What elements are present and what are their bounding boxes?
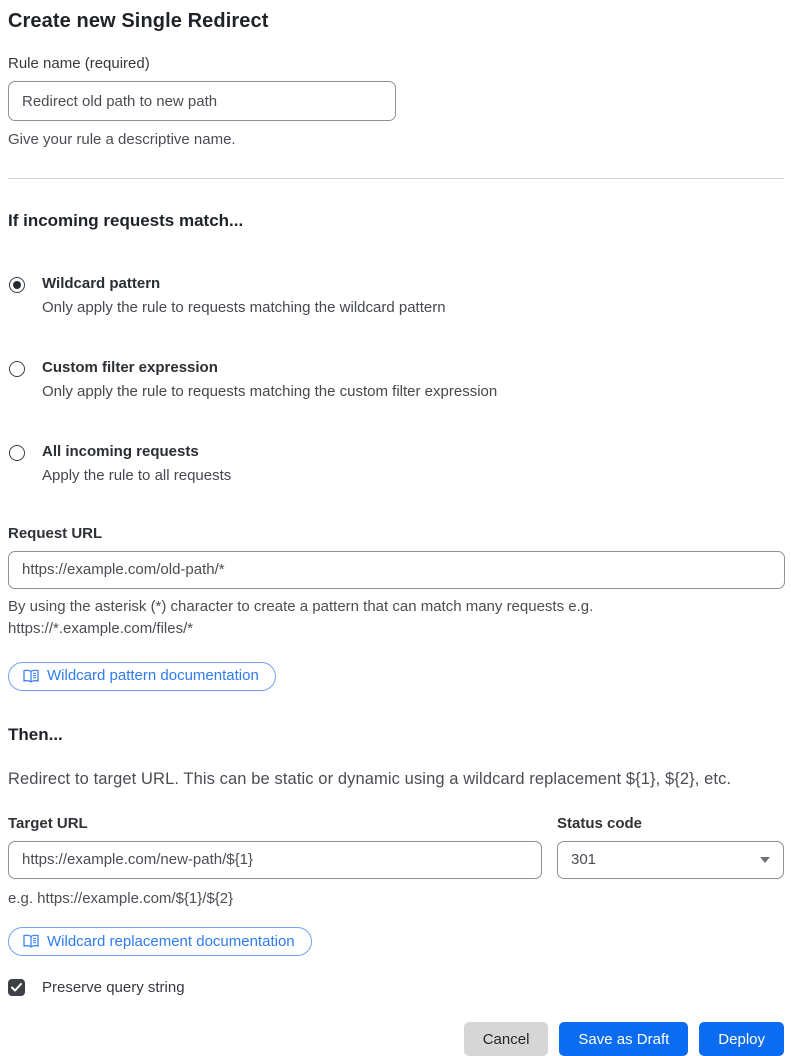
request-url-helper-line2: https://*.example.com/files/* bbox=[8, 620, 194, 637]
radio-description: Only apply the rule to requests matching the custom filter expression bbox=[42, 382, 498, 400]
wildcard-pattern-docs-button[interactable] bbox=[8, 662, 276, 691]
target-url-group bbox=[8, 815, 542, 879]
request-url-helper-line1: By using the asterisk (*) character to create a pattern that can match many requests e.g. bbox=[8, 597, 594, 615]
status-code-select[interactable] bbox=[557, 841, 784, 879]
radio-label: Wildcard pattern bbox=[42, 274, 161, 292]
radio-button-icon[interactable] bbox=[9, 361, 25, 377]
request-url-input[interactable] bbox=[8, 551, 785, 589]
radio-option-all-incoming-requests[interactable] bbox=[8, 443, 784, 485]
checkbox-checked-icon[interactable] bbox=[8, 979, 25, 996]
doc-button-label: Wildcard pattern documentation bbox=[47, 667, 259, 684]
status-code-group bbox=[557, 815, 784, 879]
rule-name-label: Rule name (required) bbox=[8, 55, 150, 72]
footer-actions bbox=[8, 1022, 784, 1056]
radio-option-custom-filter-expression[interactable] bbox=[8, 359, 784, 401]
deploy-button[interactable]: Deploy bbox=[699, 1022, 784, 1056]
status-code-value: 301 bbox=[571, 851, 597, 868]
radio-button-icon[interactable] bbox=[9, 277, 25, 293]
target-url-helper: e.g. https://example.com/${1}/${2} bbox=[8, 889, 234, 907]
radio-description: Apply the rule to all requests bbox=[42, 466, 232, 484]
radio-description: Only apply the rule to requests matching the wildcard pattern bbox=[42, 298, 446, 316]
then-section-heading: Then... bbox=[8, 724, 63, 744]
request-url-label: Request URL bbox=[8, 524, 103, 542]
cancel-button[interactable]: Cancel bbox=[464, 1022, 549, 1056]
then-section-description: Redirect to target URL. This can be static or dynamic using a wildcard replacement ${1}, ${2}, etc. bbox=[8, 769, 732, 788]
radio-label: All incoming requests bbox=[42, 442, 199, 460]
match-type-radio-group bbox=[8, 275, 784, 485]
match-section-heading: If incoming requests match... bbox=[8, 210, 244, 230]
wildcard-replacement-docs-button[interactable] bbox=[8, 927, 312, 956]
target-url-label: Target URL bbox=[8, 814, 88, 832]
save-as-draft-button[interactable]: Save as Draft bbox=[559, 1022, 688, 1056]
page-title: Create new Single Redirect bbox=[8, 10, 269, 32]
target-row bbox=[8, 815, 784, 879]
request-url-group bbox=[8, 525, 784, 691]
status-code-label: Status code bbox=[557, 814, 643, 832]
book-icon bbox=[23, 934, 39, 948]
doc-button-label: Wildcard replacement documentation bbox=[47, 932, 295, 950]
rule-name-input[interactable] bbox=[8, 81, 396, 121]
target-url-input[interactable] bbox=[8, 841, 542, 879]
radio-button-icon[interactable] bbox=[9, 445, 25, 461]
radio-label: Custom filter expression bbox=[42, 358, 218, 376]
rule-name-group bbox=[8, 55, 784, 152]
rule-name-helper: Give your rule a descriptive name. bbox=[8, 131, 236, 148]
chevron-down-icon bbox=[760, 857, 770, 863]
preserve-query-string-label: Preserve query string bbox=[42, 979, 185, 996]
book-icon bbox=[23, 669, 39, 683]
radio-option-wildcard-pattern[interactable] bbox=[8, 275, 784, 317]
section-divider bbox=[8, 178, 784, 179]
preserve-query-string-row[interactable] bbox=[8, 979, 784, 996]
